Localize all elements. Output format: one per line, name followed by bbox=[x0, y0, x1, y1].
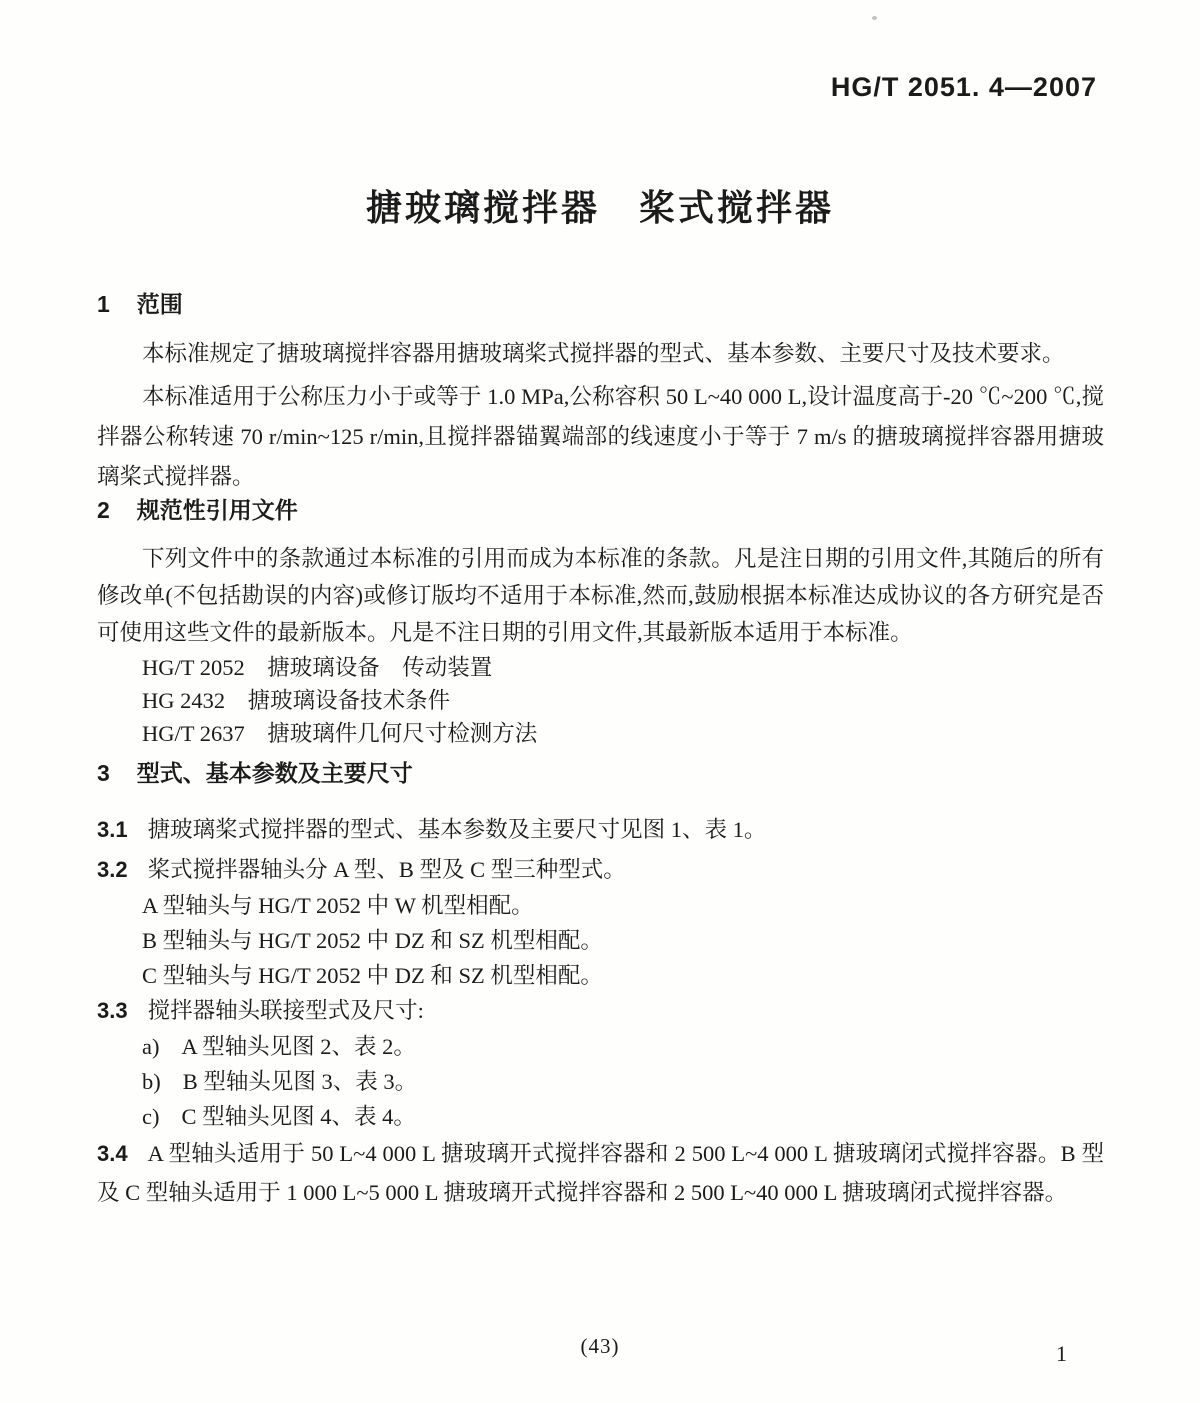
journal-page-number: (43) bbox=[580, 1334, 620, 1358]
section-1-paragraph-1: 本标准规定了搪玻璃搅拌容器用搪玻璃桨式搅拌器的型式、基本参数、主要尺寸及技术要求。 bbox=[142, 341, 1065, 366]
clause-3-3-item bbox=[97, 1099, 1104, 1134]
clause-3-2-subline: C 型轴头与 HG/T 2052 中 DZ 和 SZ 机型相配。 bbox=[142, 963, 603, 988]
document-body bbox=[97, 0, 1104, 1212]
section-1-heading bbox=[97, 291, 1104, 317]
clause-3-2-number: 3.2 bbox=[97, 857, 128, 882]
document-title: 搪玻璃搅拌器 桨式搅拌器 bbox=[365, 187, 834, 228]
clause-3-3-item bbox=[97, 1029, 1104, 1064]
clause-3-4-number: 3.4 bbox=[97, 1141, 128, 1166]
section-2-paragraph-1: 下列文件中的条款通过本标准的引用而成为本标准的条款。凡是注日期的引用文件,其随后的所有修改单(不包括勘误的内容)或修订版均不适用于本标准,然而,鼓励根据本标准达成协议的各方研究是否可使用这些文件的最新版本。凡是不注日期的引用文件,其最新版本适用于本标准。 bbox=[97, 546, 1104, 645]
clause-3-2-text: 桨式搅拌器轴头分 A 型、B 型及 C 型三种型式。 bbox=[147, 857, 626, 882]
list-text: C 型轴头见图 4、表 4。 bbox=[181, 1104, 416, 1129]
clause-3-1-number: 3.1 bbox=[97, 817, 128, 842]
list-text: A 型轴头见图 2、表 2。 bbox=[181, 1034, 416, 1059]
section-3-heading bbox=[97, 760, 1104, 786]
clause-3-3 bbox=[97, 993, 1104, 1029]
section-1-number: 1 bbox=[97, 291, 110, 317]
clause-3-3-number: 3.3 bbox=[97, 998, 128, 1023]
section-2-heading bbox=[97, 497, 1104, 523]
clause-3-4 bbox=[97, 1134, 1104, 1212]
section-2-title: 规范性引用文件 bbox=[136, 497, 298, 523]
page-number: 1 bbox=[1056, 1341, 1067, 1366]
reference-item: HG/T 2637 搪玻璃件几何尺寸检测方法 bbox=[142, 721, 538, 746]
standard-code: HG/T 2051. 4—2007 bbox=[830, 72, 1097, 102]
clause-3-1 bbox=[97, 812, 1104, 848]
section-3-number: 3 bbox=[97, 760, 110, 786]
clause-3-1-text: 搪玻璃桨式搅拌器的型式、基本参数及主要尺寸见图 1、表 1。 bbox=[147, 817, 767, 842]
list-label: c) bbox=[142, 1104, 160, 1129]
section-2-number: 2 bbox=[97, 497, 110, 523]
section-1-paragraph-2: 本标准适用于公称压力小于或等于 1.0 MPa,公称容积 50 L~40 000 L,设计温度高于-20 ℃~200 ℃,搅拌器公称转速 70 r/min~125 r/min,且搅拌器锚翼端部的线速度小于等于 7 m/s 的搪玻璃搅拌容器用搪玻璃桨式搅拌器。 bbox=[97, 384, 1104, 489]
clause-3-2-subline: B 型轴头与 HG/T 2052 中 DZ 和 SZ 机型相配。 bbox=[142, 928, 603, 953]
list-label: b) bbox=[142, 1069, 161, 1094]
list-label: a) bbox=[142, 1034, 160, 1059]
clause-3-3-text: 搅拌器轴头联接型式及尺寸: bbox=[147, 998, 424, 1023]
section-3-title: 型式、基本参数及主要尺寸 bbox=[136, 760, 413, 786]
list-text: B 型轴头见图 3、表 3。 bbox=[182, 1069, 418, 1094]
reference-item: HG 2432 搪玻璃设备技术条件 bbox=[142, 688, 451, 713]
clause-3-2-subline: A 型轴头与 HG/T 2052 中 W 机型相配。 bbox=[142, 893, 534, 918]
reference-item: HG/T 2052 搪玻璃设备 传动装置 bbox=[142, 655, 493, 680]
clause-3-4-text: A 型轴头适用于 50 L~4 000 L 搪玻璃开式搅拌容器和 2 500 L~4 000 L 搪玻璃闭式搅拌容器。B 型及 C 型轴头适用于 1 000 L~5 000 L 搪玻璃开式搅拌容器和 2 500 L~40 000 L 搪玻璃闭式搅拌容器。 bbox=[97, 1141, 1104, 1205]
clause-3-2 bbox=[97, 852, 1104, 888]
section-1-title: 范围 bbox=[136, 291, 183, 317]
clause-3-3-item bbox=[97, 1064, 1104, 1099]
